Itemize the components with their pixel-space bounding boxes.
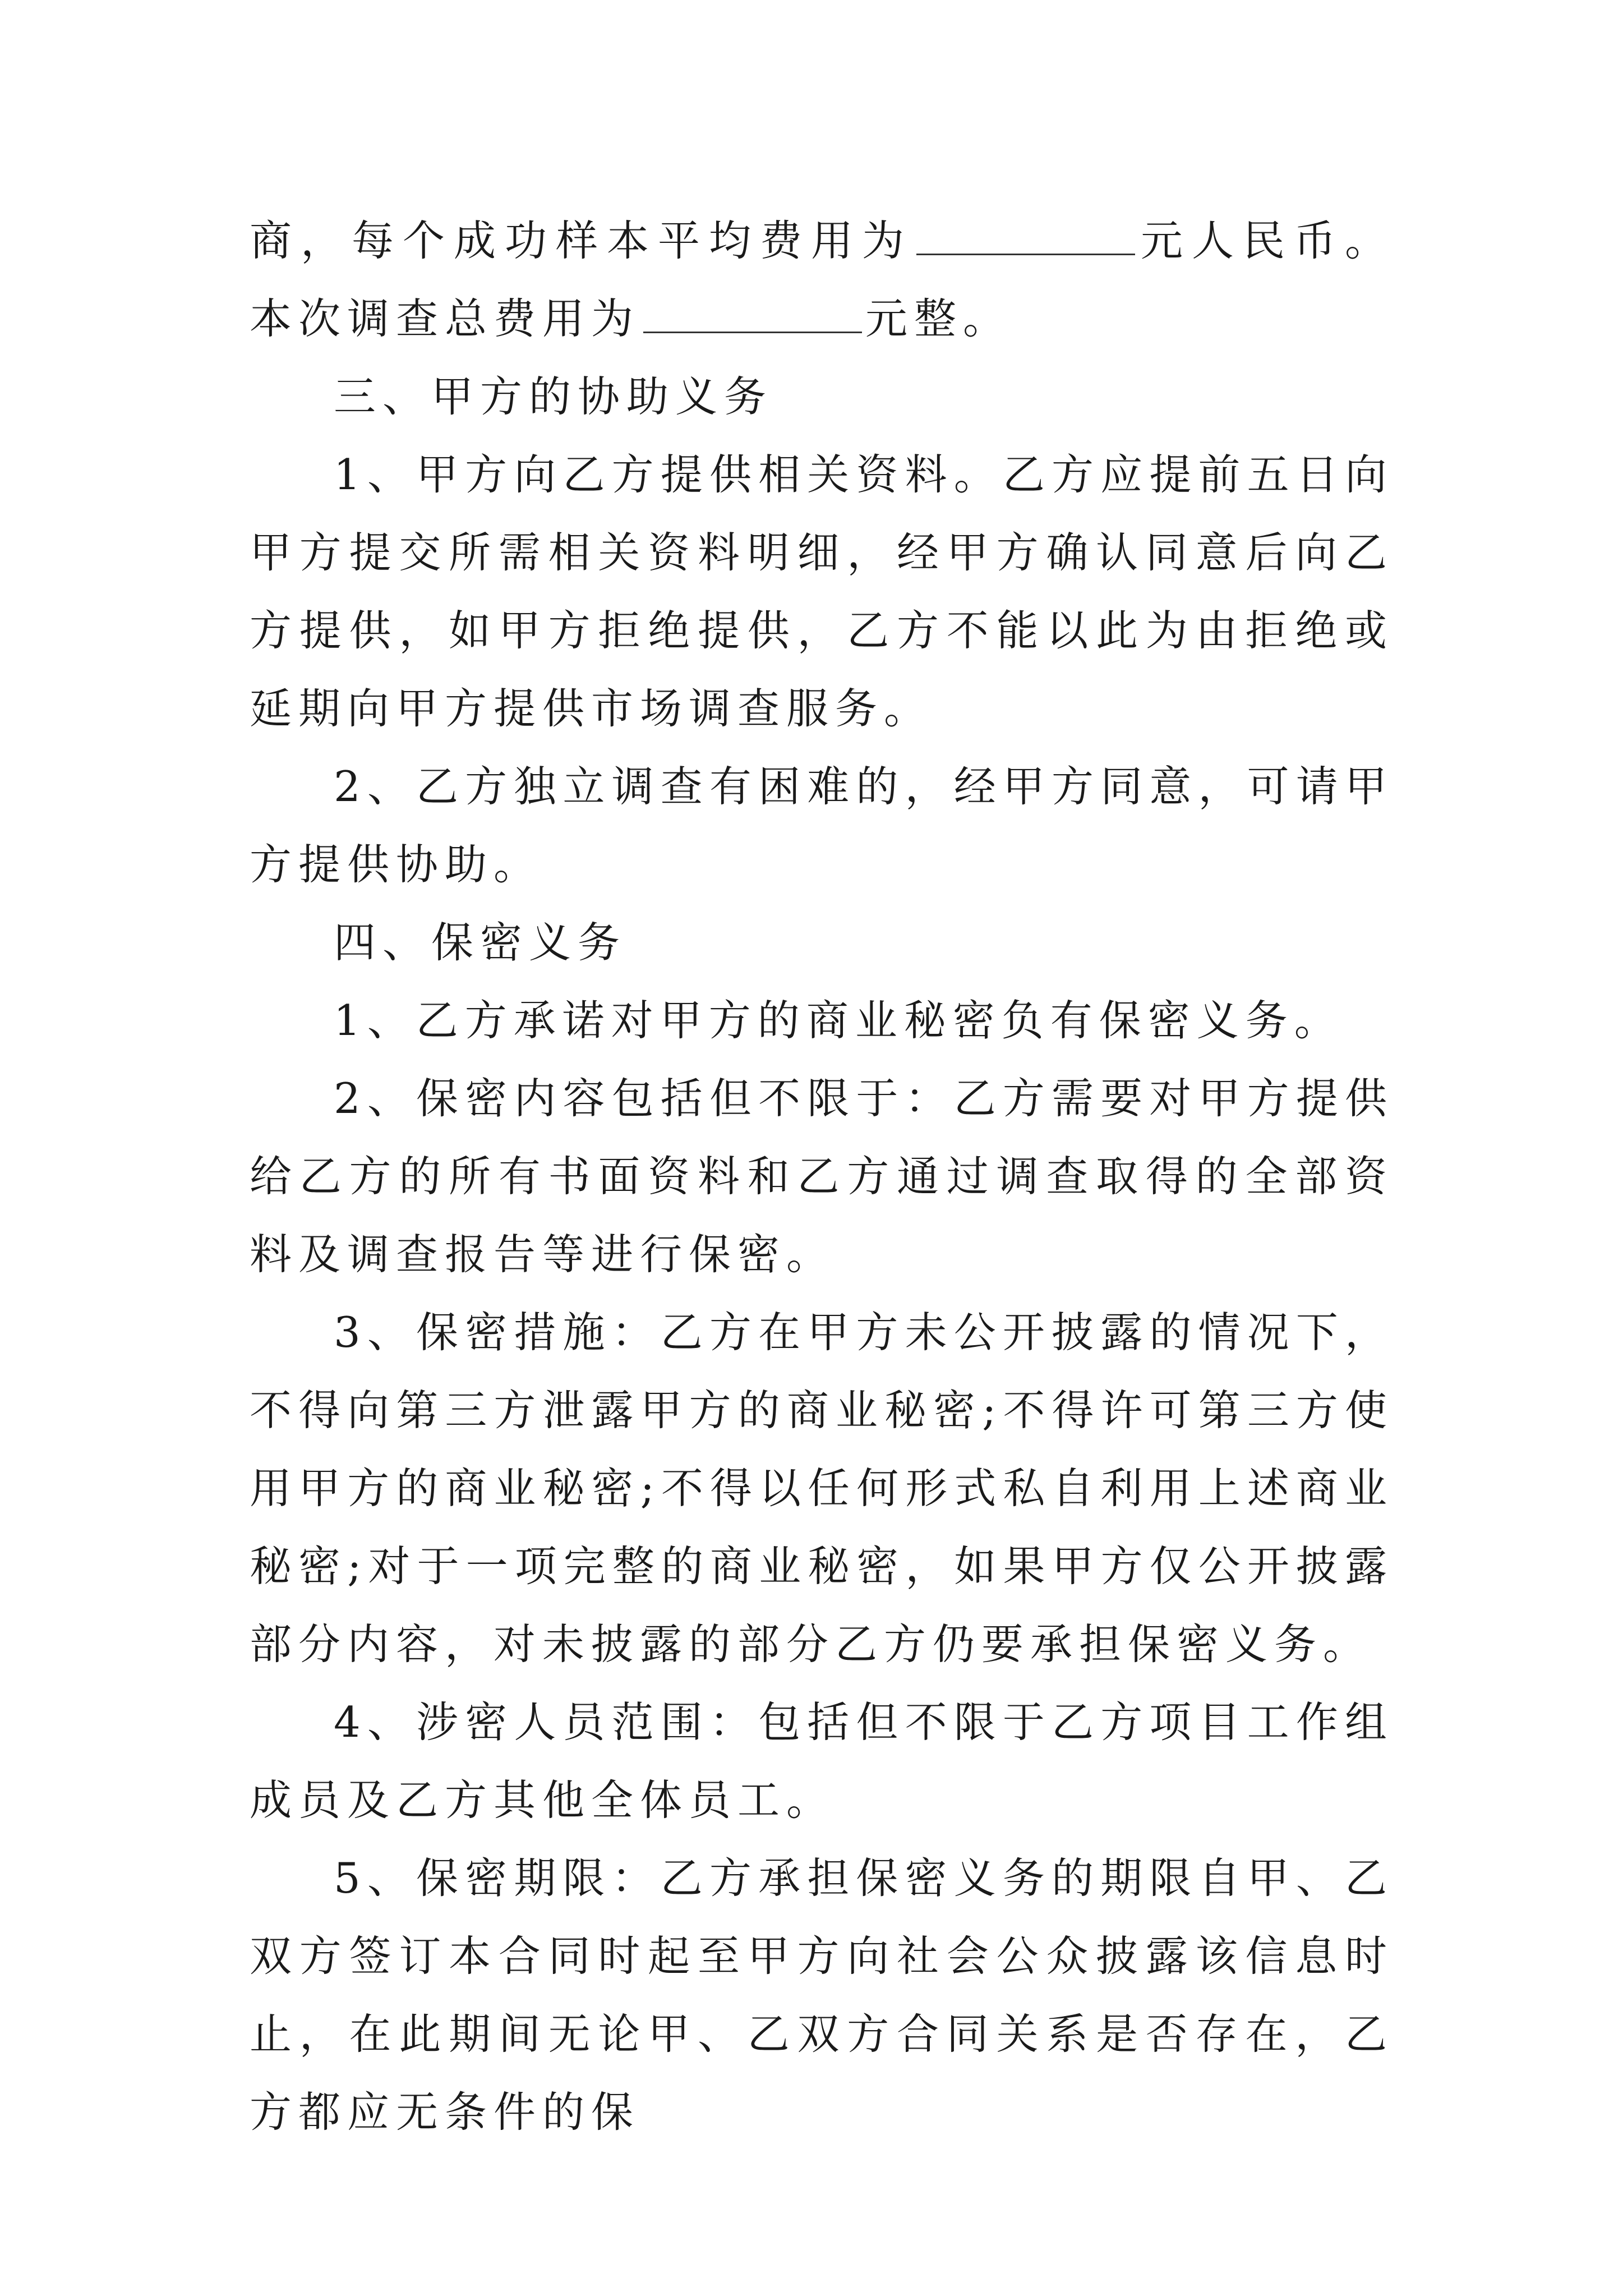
fee-text-part-2: 元人民币。本次调查总费用为	[250, 216, 1394, 343]
section-4-item-1: 1、乙方承诺对甲方的商业秘密负有保密义务。	[334, 996, 1343, 1045]
section-4-item-5: 5、保密期限：乙方承担保密义务的期限自甲、乙双方签订本合同时起至甲方向社会公众披露该信息时止，在此期间无论甲、乙双方合同关系是否存在，乙方都应无条件的保	[250, 1853, 1394, 2137]
section-3-item-2: 2、乙方独立调查有困难的，经甲方同意，可请甲方提供协助。	[250, 762, 1394, 889]
section-4-title: 四、保密义务	[334, 918, 627, 967]
section-3-title: 三、甲方的协助义务	[334, 372, 773, 421]
fee-text-part-1: 商，每个成功样本平均费用为	[250, 216, 913, 265]
fee-text-part-3: 元整。	[865, 294, 1012, 343]
contract-text	[250, 202, 1394, 2151]
section-4-item-3: 3、保密措施：乙方在甲方未公开披露的情况下，不得向第三方泄露甲方的商业秘密;不得许可第三方使用甲方的商业秘密;不得以任何形式私自利用上述商业秘密;对于一项完整的商业秘密，如果甲方仅公开披露部分内容，对未披露的部分乙方仍要承担保密义务。	[250, 1308, 1394, 1669]
total-fee-blank	[643, 292, 862, 333]
section-4-item-2: 2、保密内容包括但不限于：乙方需要对甲方提供给乙方的所有书面资料和乙方通过调查取得的全部资料及调查报告等进行保密。	[250, 1074, 1394, 1279]
fee-paragraph	[250, 202, 1394, 358]
section-3-item-1: 1、甲方向乙方提供相关资料。乙方应提前五日向甲方提交所需相关资料明细，经甲方确认同意后向乙方提供，如甲方拒绝提供，乙方不能以此为由拒绝或延期向甲方提供市场调查服务。	[250, 450, 1394, 733]
sample-fee-blank	[916, 214, 1135, 255]
section-4-item-4: 4、涉密人员范围：包括但不限于乙方项目工作组成员及乙方其他全体员工。	[250, 1697, 1394, 1825]
